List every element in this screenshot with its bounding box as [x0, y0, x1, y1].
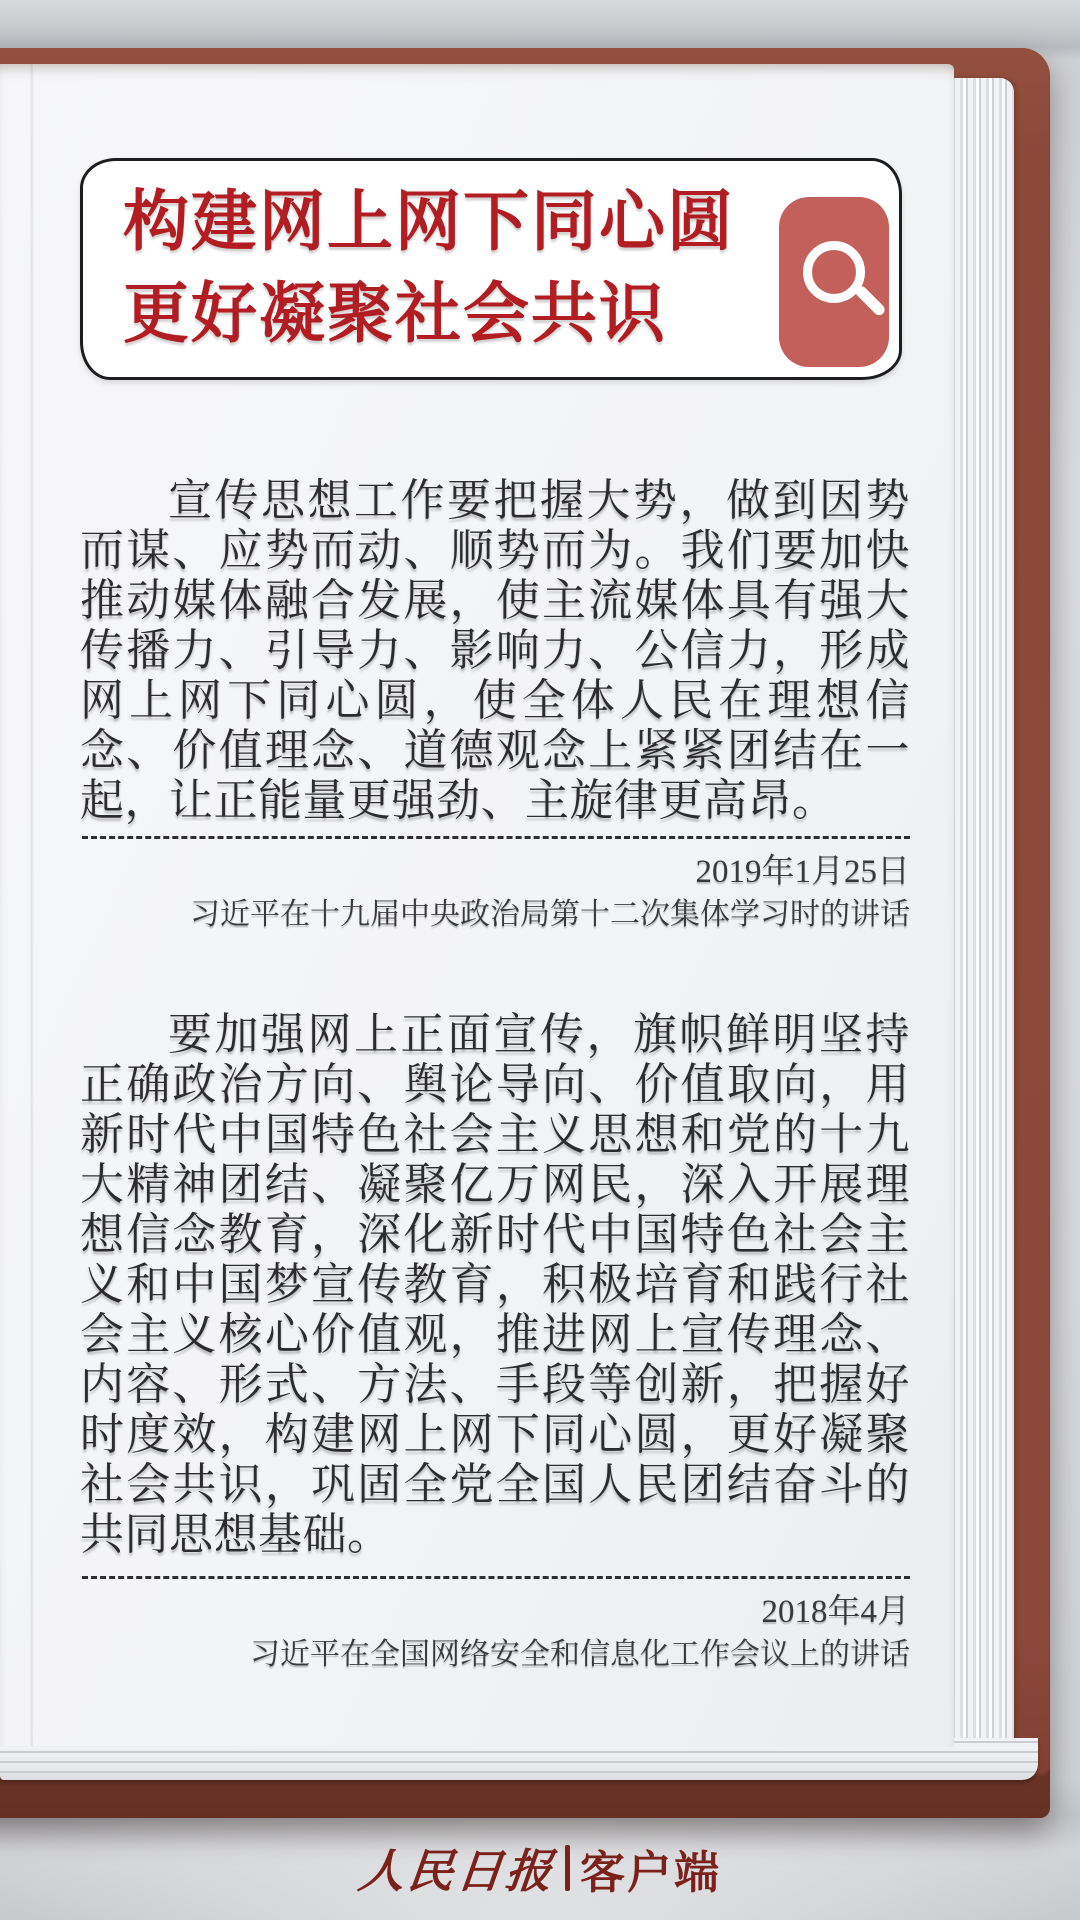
book-page [0, 64, 954, 1746]
dashed-divider-1 [82, 836, 910, 839]
brand-name-peoples-daily: 人民日报 [355, 1846, 558, 1897]
quote-1-source: 习近平在十九届中央政治局第十二次集体学习时的讲话 [190, 898, 910, 931]
page-crease [30, 64, 34, 1746]
quote-1-date: 2019年1月25日 [695, 854, 910, 890]
title-line-2: 更好凝聚社会共识 [123, 278, 667, 351]
dashed-divider-2 [82, 1576, 910, 1579]
quote-2-paragraph: 要加强网上正面宣传，旗帜鲜明坚持正确政治方向、舆论导向、价值取向，用新时代中国特色社会主义思想和党的十九大精神团结、凝聚亿万网民，深入开展理想信念教育，深化新时代中国特色社会主义和中国梦宣传教育，积极培育和践行社会主义核心价值观，推进网上宣传理念、内容、形式、方法、手段等创新，把握好时度效，构建网上网下同心圆，更好凝聚社会共识，巩固全党全国人民团结奋斗的共同思想基础。 [80, 1010, 910, 1559]
quote-2-attribution [80, 1590, 910, 1676]
brand-divider [565, 1845, 570, 1891]
page-title [123, 177, 735, 361]
quote-1-paragraph: 宣传思想工作要把握大势，做到因势而谋、应势而动、顺势而为。我们要加快推动媒体融合发展，使主流媒体具有强大传播力、引导力、影响力、公信力，形成网上网下同心圆，使全体人民在理想信念、价值理念、道德观念上紧紧团结在一起，让正能量更强劲、主旋律更高昂。 [80, 476, 910, 825]
quote-1-attribution [80, 850, 910, 936]
search-button[interactable] [779, 197, 889, 367]
search-icon [803, 241, 865, 303]
title-box [80, 158, 902, 380]
brand-logo [0, 1838, 1080, 1898]
title-line-1: 构建网上网下同心圆 [123, 186, 735, 259]
quote-2-date: 2018年4月 [761, 1594, 910, 1630]
brand-name-client: 客户端 [579, 1846, 721, 1898]
quote-2-source: 习近平在全国网络安全和信息化工作会议上的讲话 [250, 1638, 910, 1671]
page-edges-right [950, 78, 1014, 1754]
